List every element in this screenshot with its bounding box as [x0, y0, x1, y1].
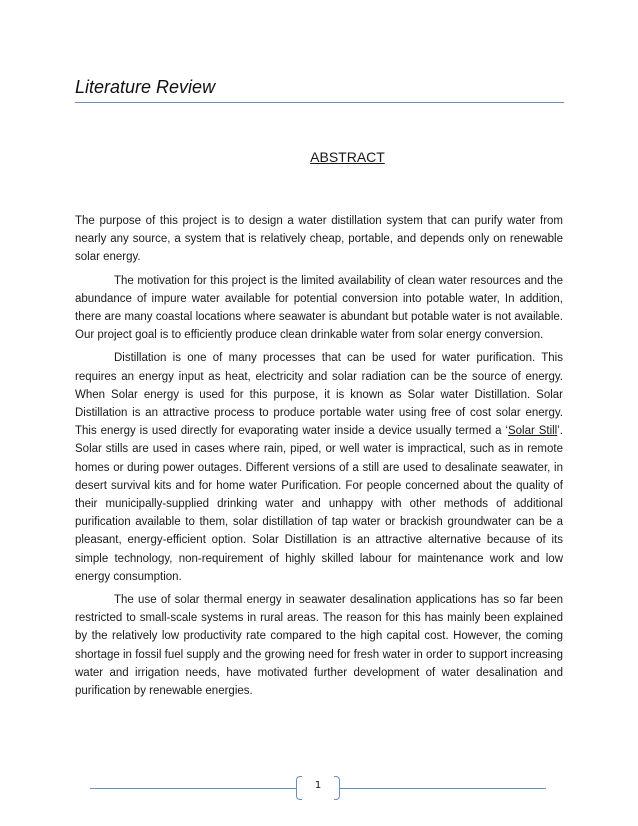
paragraph-purpose: The purpose of this project is to design a water distillation system that can purify water from nearly any source, a system that is relatively cheap, portable, and depends only on renewable solar energy.	[75, 215, 563, 264]
abstract-heading-text: ABSTRACT	[310, 149, 385, 165]
solar-still-term: Solar Still	[507, 425, 558, 438]
abstract-heading	[75, 149, 564, 165]
paragraph-distillation	[75, 349, 563, 586]
paragraph-motivation: The motivation for this project is the limited availability of clean water resources and the abundance of impure water available for potential conversion into potable water, In addition, there are many coastal locations where seawater is abundant but potable water is not available. Our project goal is to efficiently produce clean drinkable water from solar energy conversion.	[75, 274, 563, 342]
footer-rule-right	[340, 788, 546, 789]
header-title: Literature Review	[75, 76, 564, 103]
paragraph-solar-thermal: The use of solar thermal energy in seawater desalination applications has so far been restricted to small-scale systems in rural areas. The reason for this has mainly been explained by the relatively low productivity rate compared to the high capital cost. However, the coming shortage in fossil fuel supply and the growing need for fresh water in order to support increasing water and irrigation needs, have motivated further development of water desalination and purification by renewable energies.	[75, 594, 563, 698]
page-number: 1	[314, 780, 322, 791]
document-body	[75, 212, 563, 705]
page-footer	[90, 776, 546, 800]
paragraph-distillation-part2: ’. Solar stills are used in cases where rain, piped, or well water is impractical, such as in remote homes or during power outages. Different versions of a still are used to desalinate seawater, in desert survival kits and for home water Purification. For people concerned about the quality of their municipally-supplied drinking water and unhappy with other methods of additional purification available to them, solar distillation of tap water or brackish groundwater can be a pleasant, energy-efficient option. Solar Distillation is an attractive alternative because of its simple technology, non-requirement of highly skilled labour for maintenance work and low energy consumption.	[75, 425, 563, 583]
paragraph-distillation-part1: Distillation is one of many processes that can be used for water purification. This requires an energy input as heat, electricity and solar radiation can be the source of energy. When Solar energy is used for this purpose, it is known as Solar water Distillation. Solar Distillation is an attractive process to produce portable water using free of cost solar energy. This energy is used directly for evaporating water inside a device usually termed a ‘	[75, 352, 563, 438]
page-header	[75, 76, 564, 103]
